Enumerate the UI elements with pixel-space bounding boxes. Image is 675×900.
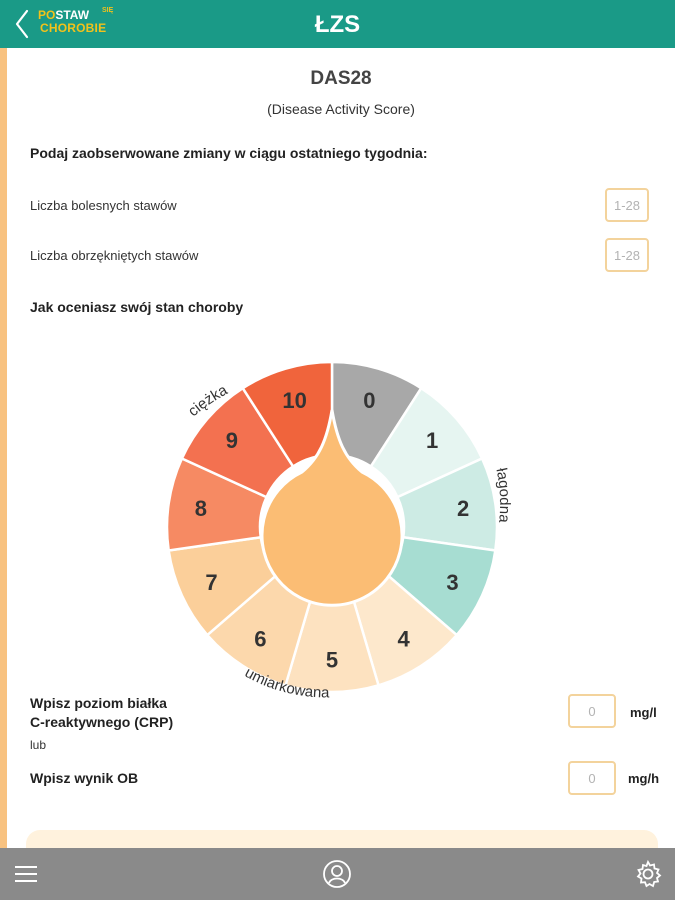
back-button[interactable]: [8, 6, 36, 42]
profile-button[interactable]: [320, 858, 354, 890]
score-title: DAS28: [310, 68, 372, 89]
ob-unit: mg/h: [628, 771, 660, 786]
dial-segment-label: 1: [426, 428, 439, 454]
rating-question: Jak oceniasz swój stan choroby: [30, 299, 244, 315]
crp-input[interactable]: [568, 694, 616, 728]
dial-segment-label: 5: [325, 647, 339, 673]
settings-button[interactable]: [631, 858, 665, 890]
hamburger-menu-icon: [13, 864, 39, 884]
swollen-joints-label: Liczba obrzękniętych stawów: [30, 248, 199, 263]
crp-label: Wpisz poziom białka C-reaktywnego (CRP): [30, 695, 174, 730]
dial-segment-label: 10: [282, 387, 307, 413]
moderate-label: umiarkowana: [241, 664, 330, 702]
disease-activity-dial[interactable]: [0, 330, 675, 730]
ob-label: Wpisz wynik OB: [30, 770, 139, 786]
app-header: [0, 0, 675, 48]
dial-segment-label: 3: [446, 570, 459, 596]
user-profile-icon: [322, 859, 352, 889]
dial-segment-label: 8: [194, 496, 207, 522]
bottom-navigation: [0, 848, 675, 900]
swollen-joints-input[interactable]: [605, 238, 649, 272]
dial-segment-label: 7: [205, 570, 218, 596]
severe-label: ciężka: [184, 381, 231, 421]
instruction-text: Podaj zaobserwowane zmiany w ciągu ostatniego tygodnia:: [30, 145, 428, 161]
or-label: lub: [30, 738, 47, 752]
dial-segment-label: 6: [254, 626, 267, 652]
menu-button[interactable]: [9, 858, 43, 890]
mild-label: łagodna: [492, 466, 514, 524]
painful-joints-input[interactable]: [605, 188, 649, 222]
app-logo: POSTAW SIĘ CHOROBIE: [38, 7, 114, 35]
page-title: ŁZS: [314, 11, 361, 38]
crp-unit: mg/l: [630, 705, 657, 720]
painful-joints-label: Liczba bolesnych stawów: [30, 198, 177, 213]
dial-segment-label: 0: [363, 387, 376, 413]
gear-icon: [633, 859, 663, 889]
dial-segment-label: 4: [397, 626, 410, 652]
dial-segment-label: 2: [457, 496, 470, 522]
ob-input[interactable]: [568, 761, 616, 795]
chevron-left-icon: [14, 9, 30, 39]
dial-segment-label: 9: [225, 428, 238, 454]
score-subtitle: (Disease Activity Score): [267, 101, 415, 117]
